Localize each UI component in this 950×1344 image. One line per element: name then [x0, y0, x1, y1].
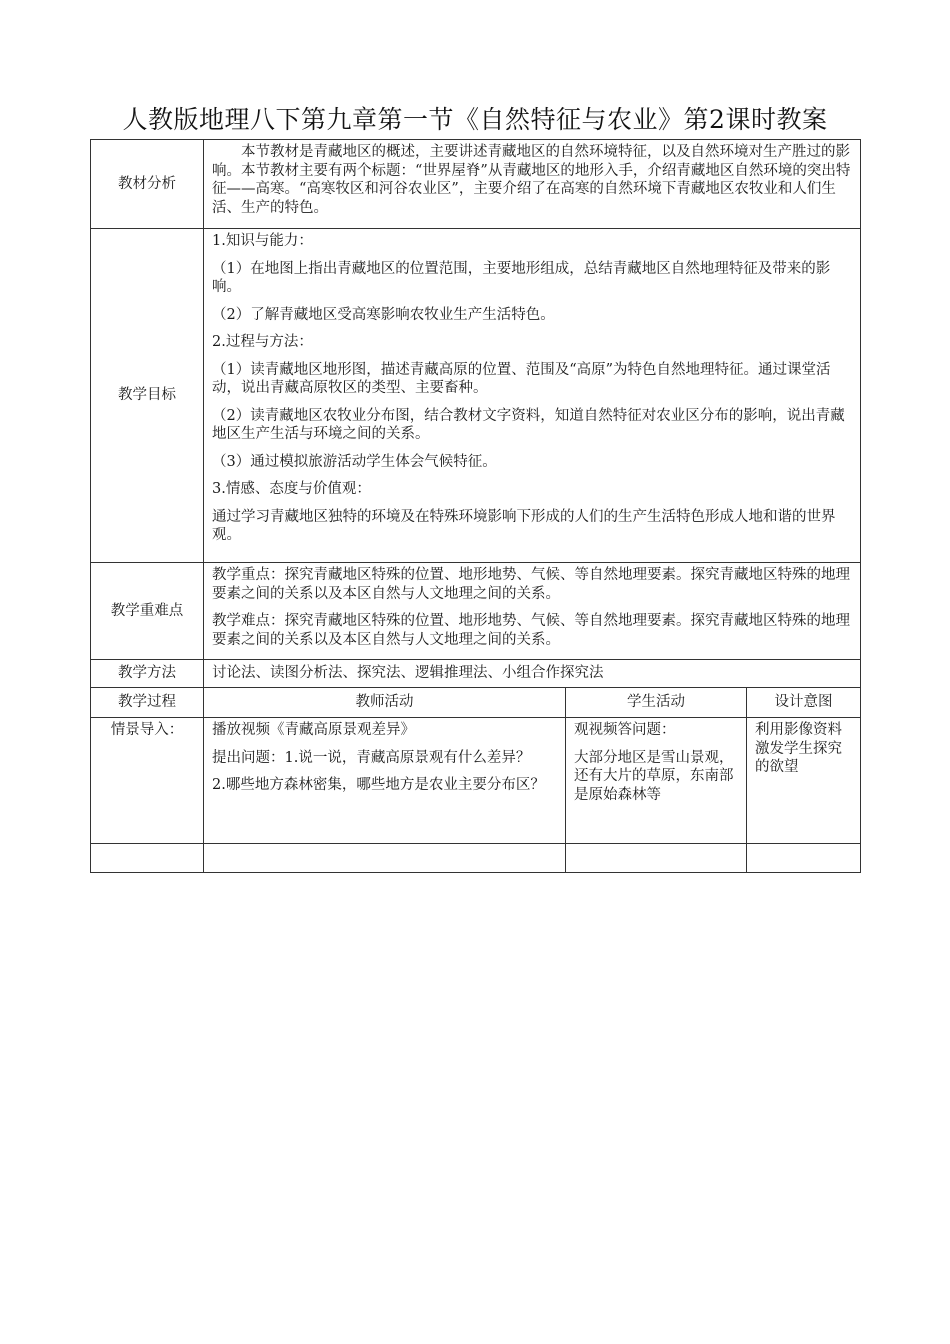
student-activity-line: 观视频答问题： — [574, 722, 676, 738]
header-teaching-process: 教学过程 — [91, 688, 204, 718]
textbook-analysis-text: 本节教材是青藏地区的概述，主要讲述青藏地区的自然环境特征，以及自然环境对生产胜过的影响。本节教材主要有两个标题：“世界屋脊”从青藏地区的地形入手，介绍青藏地区自然环境的突出特征——高寒。“高寒牧区和河谷农业区”，主要介绍了在高寒的自然环境下青藏地区农牧业和人们生活、生产的特色。 — [212, 144, 851, 216]
objective-line: （1）读青藏地区地形图，描述青藏高原的位置、范围及“高原”为特色自然地理特征。通过课堂活动，说出青藏高原牧区的类型、主要畜种。 — [212, 361, 831, 396]
cell-intro-stage: 情景导入： — [91, 718, 204, 844]
cell-intro-student — [566, 718, 747, 844]
objective-line: （2）了解青藏地区受高寒影响农牧业生产生活特色。 — [212, 306, 555, 323]
empty-cell — [566, 844, 747, 873]
label-teaching-methods: 教学方法 — [91, 660, 204, 688]
row-teaching-objectives — [91, 229, 861, 563]
cell-key-points — [204, 563, 861, 660]
teaching-focus: 教学重点：探究青藏地区特殊的位置、地形地势、气候、等自然地理要素。探究青藏地区特殊的地理要素之间的关系以及本区自然与人文地理之间的关系。 — [212, 567, 850, 602]
teaching-methods-text: 讨论法、读图分析法、探究法、逻辑推理法、小组合作探究法 — [212, 665, 604, 682]
row-scenario-intro — [91, 718, 861, 844]
row-key-points — [91, 563, 861, 660]
cell-intro-intent — [747, 718, 861, 844]
empty-cell — [747, 844, 861, 873]
row-empty — [91, 844, 861, 873]
label-key-points: 教学重难点 — [91, 563, 204, 660]
document-title: 人教版地理八下第九章第一节《自然特征与农业》第2课时教案 — [122, 105, 828, 134]
cell-textbook-analysis — [204, 140, 861, 229]
empty-cell — [91, 844, 204, 873]
header-student-activity: 学生活动 — [566, 688, 747, 718]
objective-line: 3.情感、态度与价值观： — [212, 481, 371, 497]
design-intent-text: 利用影像资料激发学生探究的欲望 — [755, 722, 842, 775]
empty-cell — [204, 844, 566, 873]
header-teacher-activity: 教师活动 — [204, 688, 566, 718]
label-textbook-analysis: 教材分析 — [91, 140, 204, 229]
header-design-intent: 设计意图 — [747, 688, 861, 718]
teaching-difficulty: 教学难点：探究青藏地区特殊的位置、地形地势、气候、等自然地理要素。探究青藏地区特殊的地理要素之间的关系以及本区自然与人文地理之间的关系。 — [212, 613, 850, 648]
objective-line: 通过学习青藏地区独特的环境及在特殊环境影响下形成的人们的生产生活特色形成人地和谐的世界观。 — [212, 508, 836, 543]
objective-line: （2）读青藏地区农牧业分布图，结合教材文字资料，知道自然特征对农业区分布的影响，说出青藏地区生产生活与环境之间的关系。 — [212, 407, 845, 442]
teacher-activity-line: 播放视频《青藏高原景观差异》 — [212, 722, 415, 738]
lesson-plan-table — [90, 139, 861, 873]
teacher-activity-line: 提出问题：1.说一说，青藏高原景观有什么差异？ — [212, 749, 531, 766]
label-teaching-objectives: 教学目标 — [91, 229, 204, 563]
cell-teaching-objectives — [204, 229, 861, 563]
row-textbook-analysis — [91, 140, 861, 229]
teacher-activity-line: 2.哪些地方森林密集，哪些地方是农业主要分布区？ — [212, 777, 545, 793]
student-activity-line: 大部分地区是雪山景观，还有大片的草原，东南部是原始森林等 — [574, 749, 734, 803]
objective-line: （3）通过模拟旅游活动学生体会气候特征。 — [212, 453, 497, 470]
objective-line: 2.过程与方法： — [212, 334, 313, 350]
objective-line: 1.知识与能力： — [212, 233, 313, 249]
row-teaching-methods — [91, 660, 861, 688]
cell-teaching-methods — [204, 660, 861, 688]
cell-intro-teacher — [204, 718, 566, 844]
row-process-header — [91, 688, 861, 718]
objective-line: （1）在地图上指出青藏地区的位置范围，主要地形组成，总结青藏地区自然地理特征及带来的影响。 — [212, 260, 831, 295]
